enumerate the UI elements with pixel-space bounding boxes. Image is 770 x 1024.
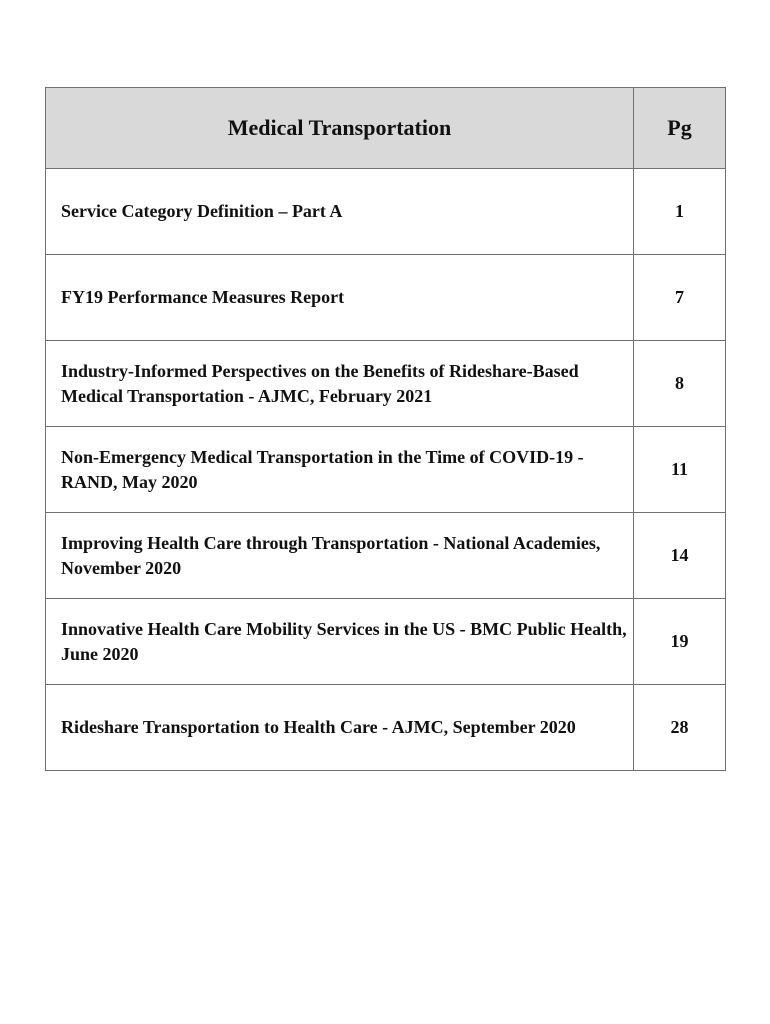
entry-title: FY19 Performance Measures Report [46,255,634,341]
table-row [46,599,726,685]
table-row [46,427,726,513]
entry-page-number: 28 [634,685,726,771]
header-row [46,88,726,169]
entry-title: Non-Emergency Medical Transportation in the Time of COVID-19 - RAND, May 2020 [46,427,634,513]
table-row [46,685,726,771]
entry-title: Service Category Definition – Part A [46,169,634,255]
entry-page-number: 8 [634,341,726,427]
entry-page-number: 1 [634,169,726,255]
entry-page-number: 11 [634,427,726,513]
table-row [46,169,726,255]
entry-title: Innovative Health Care Mobility Services in the US - BMC Public Health, June 2020 [46,599,634,685]
entry-page-number: 14 [634,513,726,599]
section-title-header: Medical Transportation [46,88,634,169]
table-row [46,341,726,427]
entry-page-number: 19 [634,599,726,685]
entry-page-number: 7 [634,255,726,341]
entry-title: Industry-Informed Perspectives on the Benefits of Rideshare-Based Medical Transportation - AJMC, February 2021 [46,341,634,427]
entry-title: Rideshare Transportation to Health Care - AJMC, September 2020 [46,685,634,771]
table-of-contents [45,87,726,771]
entry-title: Improving Health Care through Transportation - National Academies, November 2020 [46,513,634,599]
page-column-header: Pg [634,88,726,169]
table-row [46,513,726,599]
table-row [46,255,726,341]
